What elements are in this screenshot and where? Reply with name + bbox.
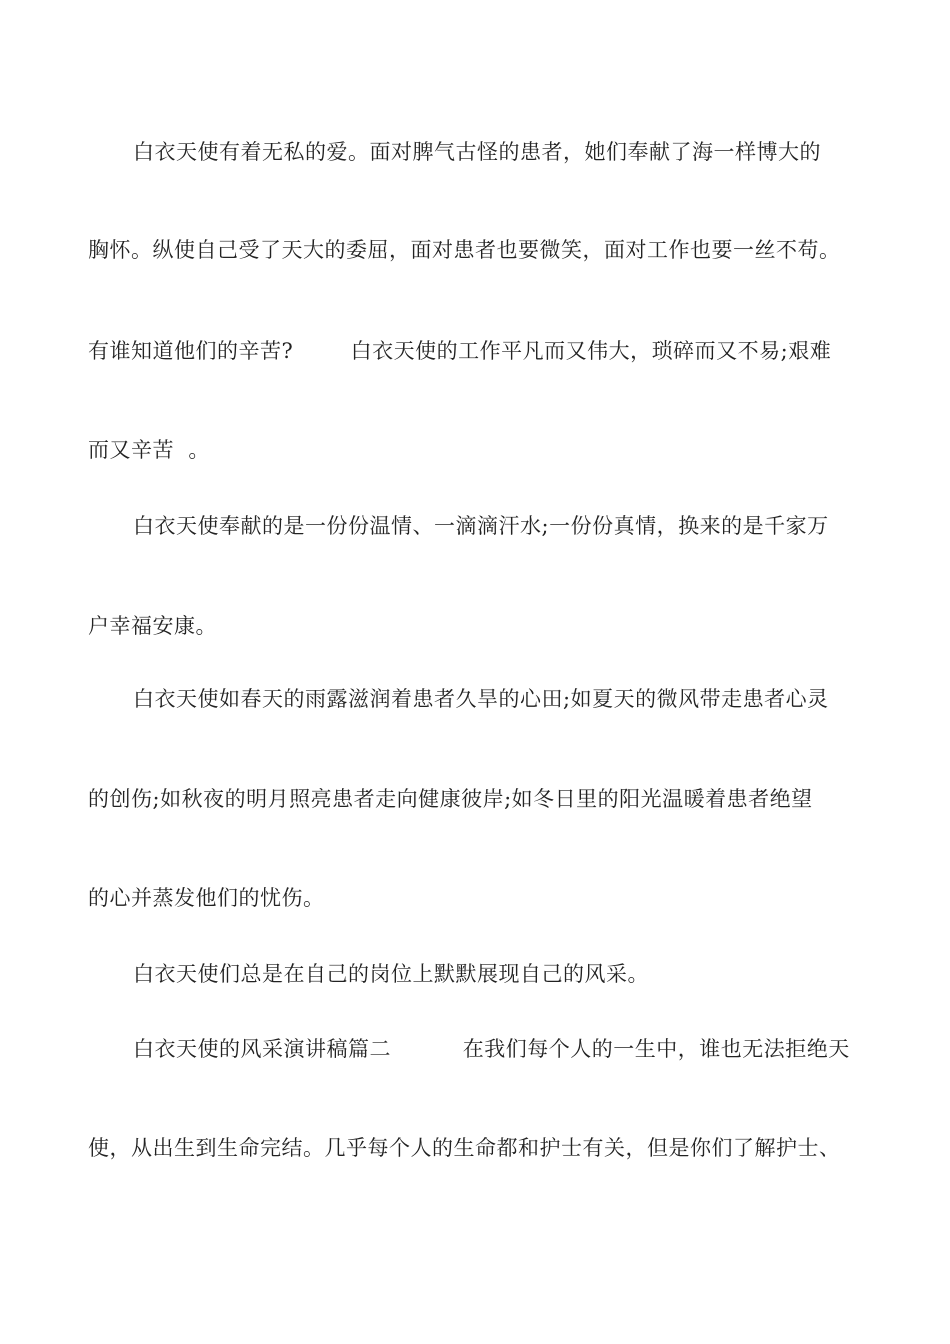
text-line: 白衣天使奉献的是一份份温情、一滴滴汗水;一份份真情，换来的是千家万 <box>133 514 829 538</box>
text-line: 白衣天使如春天的雨露滋润着患者久旱的心田;如夏天的微风带走患者心灵 <box>133 687 829 711</box>
text-line: 有谁知道他们的辛苦? 白衣天使的工作平凡而又伟大，琐碎而又不易;艰难 <box>88 339 832 363</box>
text-line: 白衣天使们总是在自己的岗位上默默展现自己的风采。 <box>133 962 649 986</box>
text-line: 白衣天使的风采演讲稿篇二 在我们每个人的一生中，谁也无法拒绝天 <box>133 1037 850 1061</box>
text-line: 白衣天使有着无私的爱。面对脾气古怪的患者，她们奉献了海一样博大的 <box>133 140 821 164</box>
text-line: 使，从出生到生命完结。几乎每个人的生命都和护士有关，但是你们了解护士、 <box>88 1136 841 1160</box>
text-line: 而又辛苦 。 <box>88 438 210 462</box>
text-line: 户幸福安康。 <box>88 614 217 638</box>
text-line: 的心并蒸发他们的忧伤。 <box>88 886 325 910</box>
text-line: 的创伤;如秋夜的明月照亮患者走向健康彼岸;如冬日里的阳光温暖着患者绝望 <box>88 787 813 811</box>
text-line: 胸怀。纵使自己受了天大的委屈，面对患者也要微笑，面对工作也要一丝不苟。 <box>88 238 841 262</box>
